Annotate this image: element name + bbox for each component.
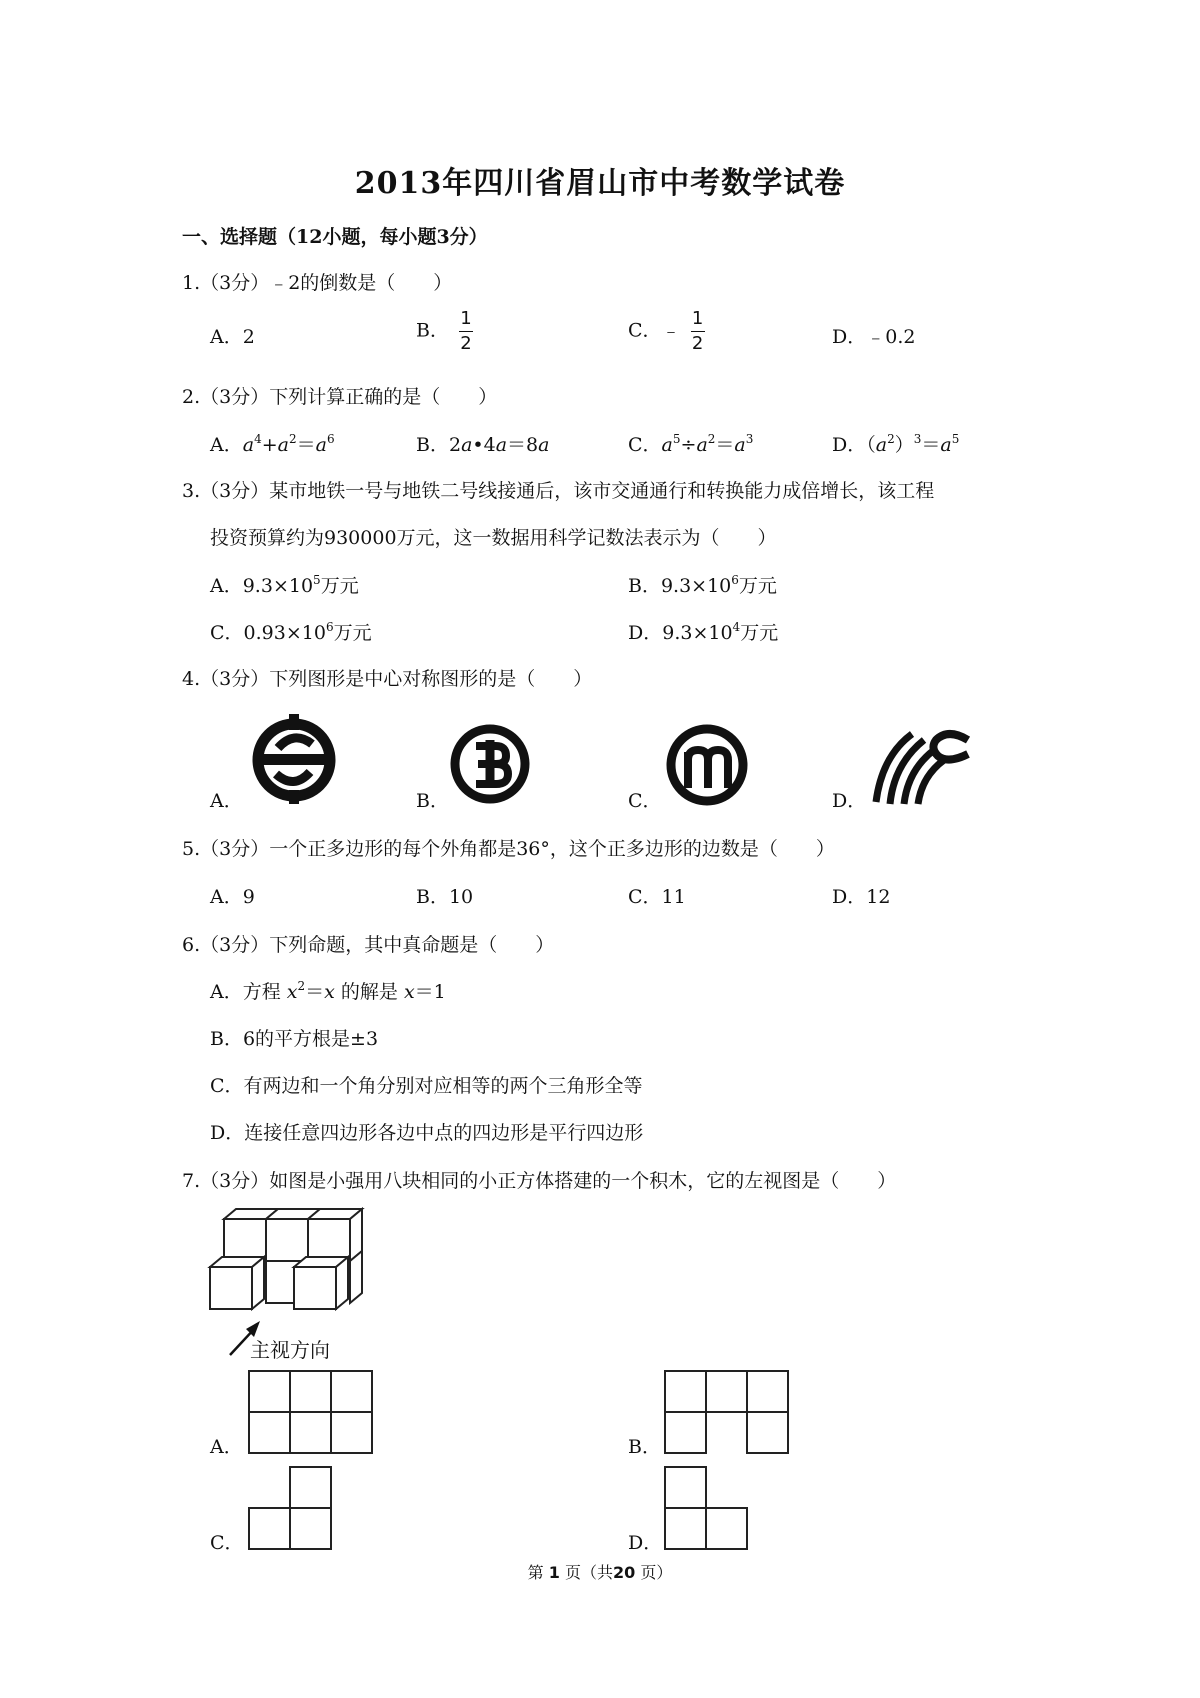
section-heading: 一、选择题（12小题，每小题3分） <box>182 226 488 248</box>
q7-option-b-view <box>664 1370 790 1454</box>
q3-option-b: B．$9.3\times 10^6$万元 <box>628 573 777 597</box>
q7-option-a-label: A． <box>210 1436 243 1458</box>
q1-option-c-label: C．﹣ <box>628 319 681 342</box>
q1-option-a: A．2 <box>210 326 255 348</box>
q7-option-c-view <box>248 1466 332 1550</box>
q4-option-c-label: C． <box>628 790 662 812</box>
question-1-stem: 1.（3分）﹣2的倒数是（ ） <box>182 272 453 294</box>
q2-option-b: B．2a•4a＝8a <box>416 434 550 456</box>
question-4-stem: 4.（3分）下列图形是中心对称图形的是（ ） <box>182 668 593 690</box>
q7-view-direction-label: 主视方向 <box>250 1338 330 1362</box>
q7-option-d-label: D． <box>628 1532 663 1554</box>
q2-option-d: D．$(a^2)^3=a^5$ <box>832 432 960 456</box>
q4-option-a-label: A． <box>210 790 243 812</box>
page-total: 20 <box>612 1563 636 1582</box>
q1-option-d: D．﹣0.2 <box>832 326 916 348</box>
q5-option-d: D．12 <box>832 886 891 908</box>
q6-option-c: C．有两边和一个角分别对应相等的两个三角形全等 <box>210 1075 643 1097</box>
q3-option-c: C．$0.93\times 10^6$万元 <box>210 620 372 644</box>
question-3-stem-line2: 投资预算约为930000万元，这一数据用科学记数法表示为（ ） <box>210 527 777 549</box>
q6-option-b: B．6的平方根是±3 <box>210 1028 379 1050</box>
q6-option-a: A．方程 $x^2=x$ 的解是 x＝1 <box>210 979 446 1003</box>
q1-option-c-fraction: $\frac{1}{2}$ <box>691 308 704 354</box>
q1-option-b-label: B． <box>416 319 449 342</box>
q5-option-a: A．9 <box>210 886 255 908</box>
question-7-stem: 7.（3分）如图是小强用八块相同的小正方体搭建的一个积木，它的左视图是（ ） <box>182 1170 897 1192</box>
q7-option-c-label: C． <box>210 1532 244 1554</box>
q5-option-c: C．11 <box>628 886 686 908</box>
q7-option-b-label: B． <box>628 1436 661 1458</box>
q4-logo-b <box>448 722 532 806</box>
q4-option-d-label: D． <box>832 790 867 812</box>
q7-block-figure <box>208 1205 378 1355</box>
q2-option-c: C．$a^5\div a^2=a^3$ <box>628 432 754 456</box>
q7-option-a-view <box>248 1370 374 1454</box>
q6-option-d: D．连接任意四边形各边中点的四边形是平行四边形 <box>210 1122 644 1144</box>
q1-option-b <box>416 310 473 353</box>
q7-option-d-view <box>664 1466 748 1550</box>
question-5-stem: 5.（3分）一个正多边形的每个外角都是36°，这个正多边形的边数是（ ） <box>182 838 835 860</box>
question-2-stem: 2.（3分）下列计算正确的是（ ） <box>182 386 498 408</box>
q3-option-d: D．$9.3\times 10^4$万元 <box>628 620 779 644</box>
q2-option-a: A．$a^4+a^2=a^6$ <box>210 432 335 456</box>
q1-option-c <box>628 310 705 353</box>
q3-option-a: A．$9.3\times 10^5$万元 <box>210 573 359 597</box>
q4-logo-d <box>872 726 972 806</box>
page-footer: 第 1 页（共20 页） <box>527 1563 673 1582</box>
q4-option-b-label: B． <box>416 790 449 812</box>
page-number: 1 <box>548 1563 560 1582</box>
q4-logo-c <box>664 722 750 808</box>
q1-option-b-fraction: $\frac{1}{2}$ <box>460 308 472 354</box>
question-6-stem: 6.（3分）下列命题，其中真命题是（ ） <box>182 934 555 956</box>
q4-logo-a <box>248 712 340 804</box>
q5-option-b: B．10 <box>416 886 474 908</box>
question-3-stem-line1: 3.（3分）某市地铁一号与地铁二号线接通后，该市交通通行和转换能力成倍增长，该工程 <box>182 480 935 502</box>
page-title: 2013年四川省眉山市中考数学试卷 <box>354 166 846 201</box>
